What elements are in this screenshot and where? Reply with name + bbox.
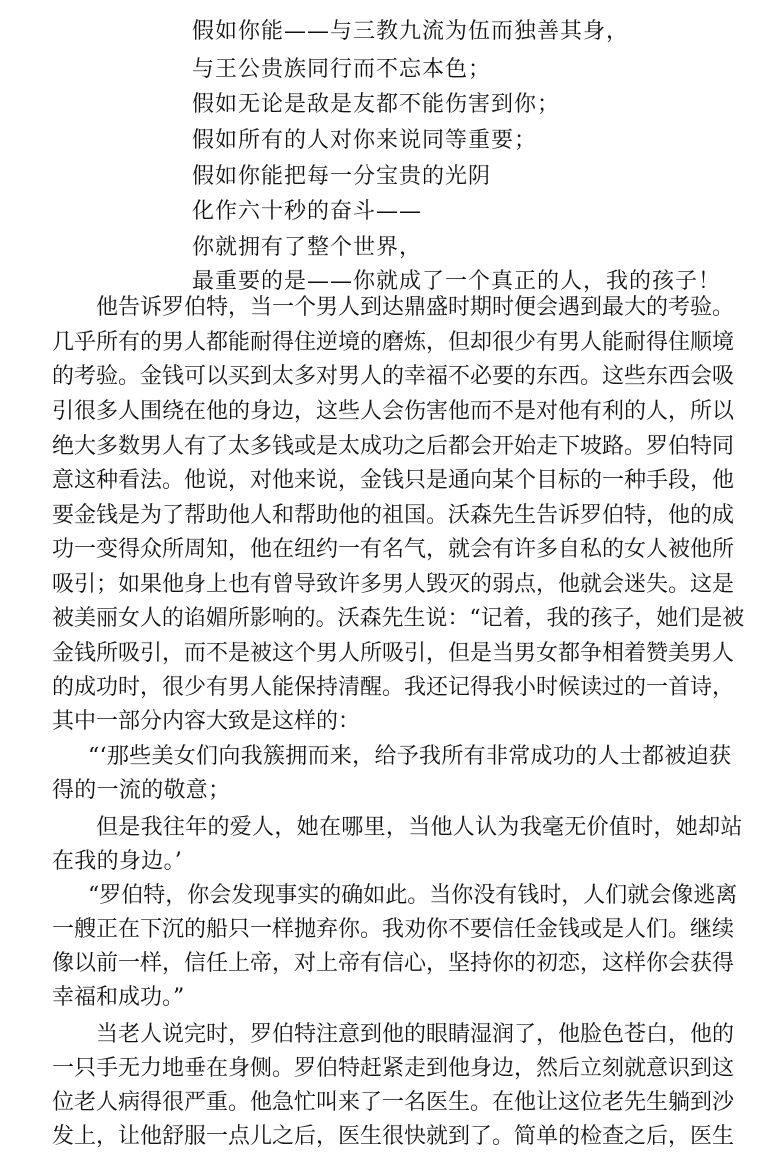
paragraph-line: 像以前一样，信任上帝，对上帝有信心，坚持你的初恋，这样你会获得 [52,951,735,976]
poem-line: 你就拥有了整个世界， [192,235,423,260]
paragraph-line: 的考验。金钱可以买到太多对男人的幸福不必要的东西。这些东西会吸 [52,364,735,389]
poem-line: 假如你能——与三教九流为伍而独善其身， [192,19,630,44]
poem-line: 假如所有的人对你来说同等重要； [192,128,538,153]
quote-line: “‘那些美女们向我簇拥而来，给予我所有非常成功的人士都被迫获 [88,744,732,769]
paragraph-line: 他告诉罗伯特，当一个男人到达鼎盛时期时便会遇到最大的考验。 [96,295,735,320]
poem-line: 假如你能把每一分宝贵的光阴 [192,164,492,189]
paragraph-line: 被美丽女人的谄媚所影响的。沃森先生说：“记着，我的孩子，她们是被 [52,606,745,631]
paragraph-line: 发上，让他舒服一点儿之后，医生很快就到了。简单的检查之后，医生 [52,1124,735,1149]
paragraph-line: 幸福和成功。” [52,985,185,1010]
paragraph-line: 其中一部分内容大致是这样的： [52,709,361,734]
paragraph-line: 引很多人围绕在他的身边，这些人会伤害他而不是对他有利的人，所以 [52,399,735,424]
paragraph-line: 吸引；如果他身上也有曾导致许多男人毁灭的弱点，他就会迷失。这是 [52,572,735,597]
paragraph-line: 金钱所吸引，而不是被这个男人所吸引，但是当男女都争相着赞美男人 [52,641,735,666]
paragraph-line: 当老人说完时，罗伯特注意到他的眼睛湿润了，他脸色苍白，他的 [96,1022,735,1047]
quote-line: 在我的身边。’ [52,849,183,874]
paragraph-line: 几乎所有的男人都能耐得住逆境的磨炼，但却很少有男人能耐得住顺境 [52,330,735,355]
paragraph-line: 一只手无力地垂在身侧。罗伯特赶紧走到他身边，然后立刻就意识到这 [52,1056,735,1081]
poem-line: 假如无论是敌是友都不能伤害到你； [192,92,561,117]
paragraph-line: 位老人病得很严重。他急忙叫来了一名医生。在他让这位老先生躺到沙 [52,1090,735,1115]
paragraph-line: 绝大多数男人有了太多钱或是太成功之后都会开始走下坡路。罗伯特同 [52,434,735,459]
paragraph-line: 的成功时，很少有男人能保持清醒。我还记得我小时候读过的一首诗， [52,675,735,700]
paragraph-line: 一艘正在下沉的船只一样抛弃你。我劝你不要信任金钱或是人们。继续 [52,917,735,942]
poem-line: 与王公贵族同行而不忘本色； [192,57,492,82]
quote-line: 得的一流的敬意； [52,778,231,803]
poem-line: 最重要的是——你就成了一个真正的人，我的孩子！ [192,269,722,294]
paragraph-line: “罗伯特，你会发现事实的确如此。当你没有钱时，人们就会像逃离 [88,883,738,908]
paragraph-line: 要金钱是为了帮助他人和帮助他的祖国。沃森先生告诉罗伯特，他的成 [52,503,735,528]
paragraph-line: 意这种看法。他说，对他来说，金钱只是通向某个目标的一种手段，他 [52,468,735,493]
poem-line: 化作六十秒的奋斗—— [192,199,423,224]
paragraph-line: 功一变得众所周知，他在纽约一有名气，就会有许多自私的女人被他所 [52,537,735,562]
quote-line: 但是我往年的爱人，她在哪里，当他人认为我毫无价值时，她却站 [96,815,743,840]
